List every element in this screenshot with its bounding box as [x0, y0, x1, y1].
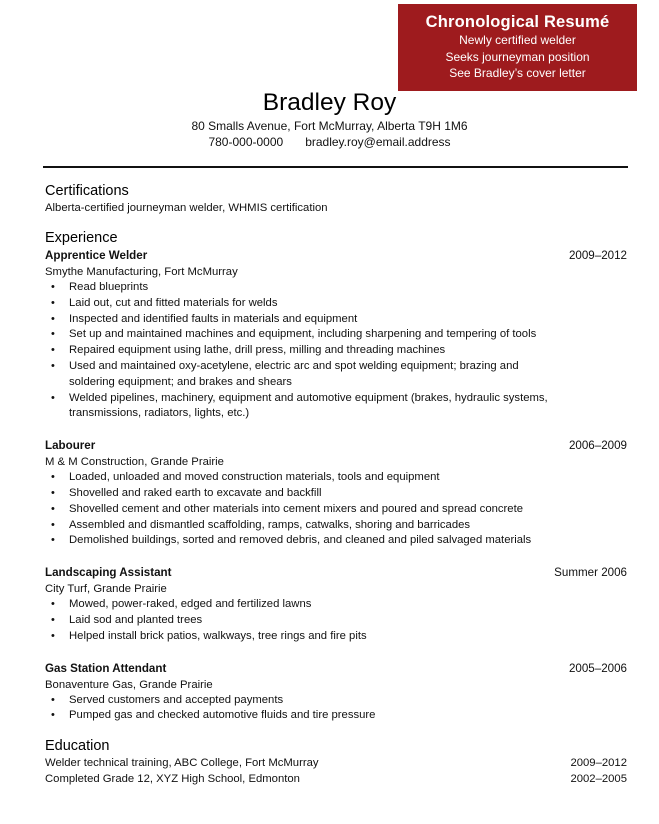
duty-item: • Set up and maintained machines and equipment, including sharpening and tempering of tools [69, 327, 627, 343]
duty-item: • Used and maintained oxy-acetylene, electric arc and spot welding equipment; brazing and soldering equipment; and brakes and shears [69, 359, 549, 391]
certifications-text: Alberta-certified journeyman welder, WHMIS certification [45, 202, 328, 214]
education-text: Welder technical training, ABC College, Fort McMurray [45, 757, 319, 770]
section-title-education: Education [45, 738, 110, 755]
resume-body [45, 182, 627, 787]
job-title: Gas Station Attendant [45, 661, 167, 675]
duty-item: • Mowed, power-raked, edged and fertilized lawns [69, 597, 627, 613]
header-divider [43, 166, 628, 168]
job-entry [45, 660, 627, 725]
section-title-experience: Experience [45, 230, 118, 246]
callout-line: Newly certified welder [459, 33, 576, 47]
duty-item: • Shovelled and raked earth to excavate and backfill [69, 486, 627, 502]
duty-item: • Inspected and identified faults in materials and equipment [69, 312, 627, 328]
candidate-email: bradley.roy@email.address [305, 135, 451, 149]
education-text: Completed Grade 12, XYZ High School, Edmonton [45, 773, 300, 786]
job-entry [45, 247, 627, 422]
job-title: Landscaping Assistant [45, 566, 172, 580]
duty-item: • Assembled and dismantled scaffolding, ramps, catwalks, shoring and barricades [69, 518, 627, 534]
job-title: Labourer [45, 439, 96, 453]
education-dates: 2002–2005 [570, 773, 627, 786]
resume-type-callout [398, 4, 637, 91]
duty-item: • Laid out, cut and fitted materials for welds [69, 296, 627, 312]
job-dates: 2005–2006 [568, 661, 627, 675]
duty-item: • Pumped gas and checked automotive fluids and tire pressure [69, 708, 627, 724]
job-entry [45, 437, 627, 549]
job-dates: 2009–2012 [568, 249, 627, 262]
education-item [45, 755, 627, 771]
candidate-phone: 780-000-0000 [208, 135, 284, 149]
experience-section [45, 229, 627, 724]
duty-item: • Demolished buildings, sorted and removed debris, and cleaned and piled salvaged materials [69, 533, 627, 549]
duty-item: • Loaded, unloaded and moved construction materials, tools and equipment [69, 470, 627, 486]
duty-item: • Read blueprints [69, 280, 627, 296]
candidate-address: 80 Smalls Avenue, Fort McMurray, Alberta T9H 1M6 [191, 119, 468, 133]
section-title-certifications: Certifications [45, 183, 129, 199]
duty-item: • Served customers and accepted payments [69, 693, 627, 709]
callout-title: Chronological Resumé [425, 13, 610, 31]
job-duties [45, 280, 627, 422]
job-dates: 2006–2009 [568, 439, 627, 453]
candidate-name: Bradley Roy [262, 89, 397, 116]
job-entry [45, 564, 627, 644]
job-title: Apprentice Welder [45, 249, 148, 262]
job-dates: Summer 2006 [554, 566, 627, 580]
job-employer: Smythe Manufacturing, Fort McMurray [45, 266, 238, 278]
resume-header [0, 88, 659, 150]
job-duties [45, 597, 627, 644]
duty-item: • Laid sod and planted trees [69, 613, 627, 629]
callout-line: Seeks journeyman position [445, 49, 590, 64]
job-duties [45, 693, 627, 725]
education-section [45, 737, 627, 787]
duty-item: • Helped install brick patios, walkways, tree rings and fire pits [69, 629, 627, 645]
job-employer: City Turf, Grande Prairie [45, 583, 167, 596]
contact-line [0, 134, 659, 150]
job-employer: Bonaventure Gas, Grande Prairie [45, 678, 213, 691]
callout-line: See Bradley’s cover letter [449, 66, 586, 80]
job-duties [45, 470, 627, 549]
education-item [45, 771, 627, 787]
duty-item: • Welded pipelines, machinery, equipment and automotive equipment (brakes, hydraulic systems, transmissions, radiators, lights, etc.) [69, 391, 559, 423]
duty-item: • Shovelled cement and other materials into cement mixers and poured and spread concrete [69, 502, 627, 518]
certifications-section [45, 182, 627, 216]
education-dates: 2009–2012 [570, 757, 627, 770]
duty-item: • Repaired equipment using lathe, drill press, milling and threading machines [69, 343, 627, 359]
job-employer: M & M Construction, Grande Prairie [45, 456, 224, 469]
